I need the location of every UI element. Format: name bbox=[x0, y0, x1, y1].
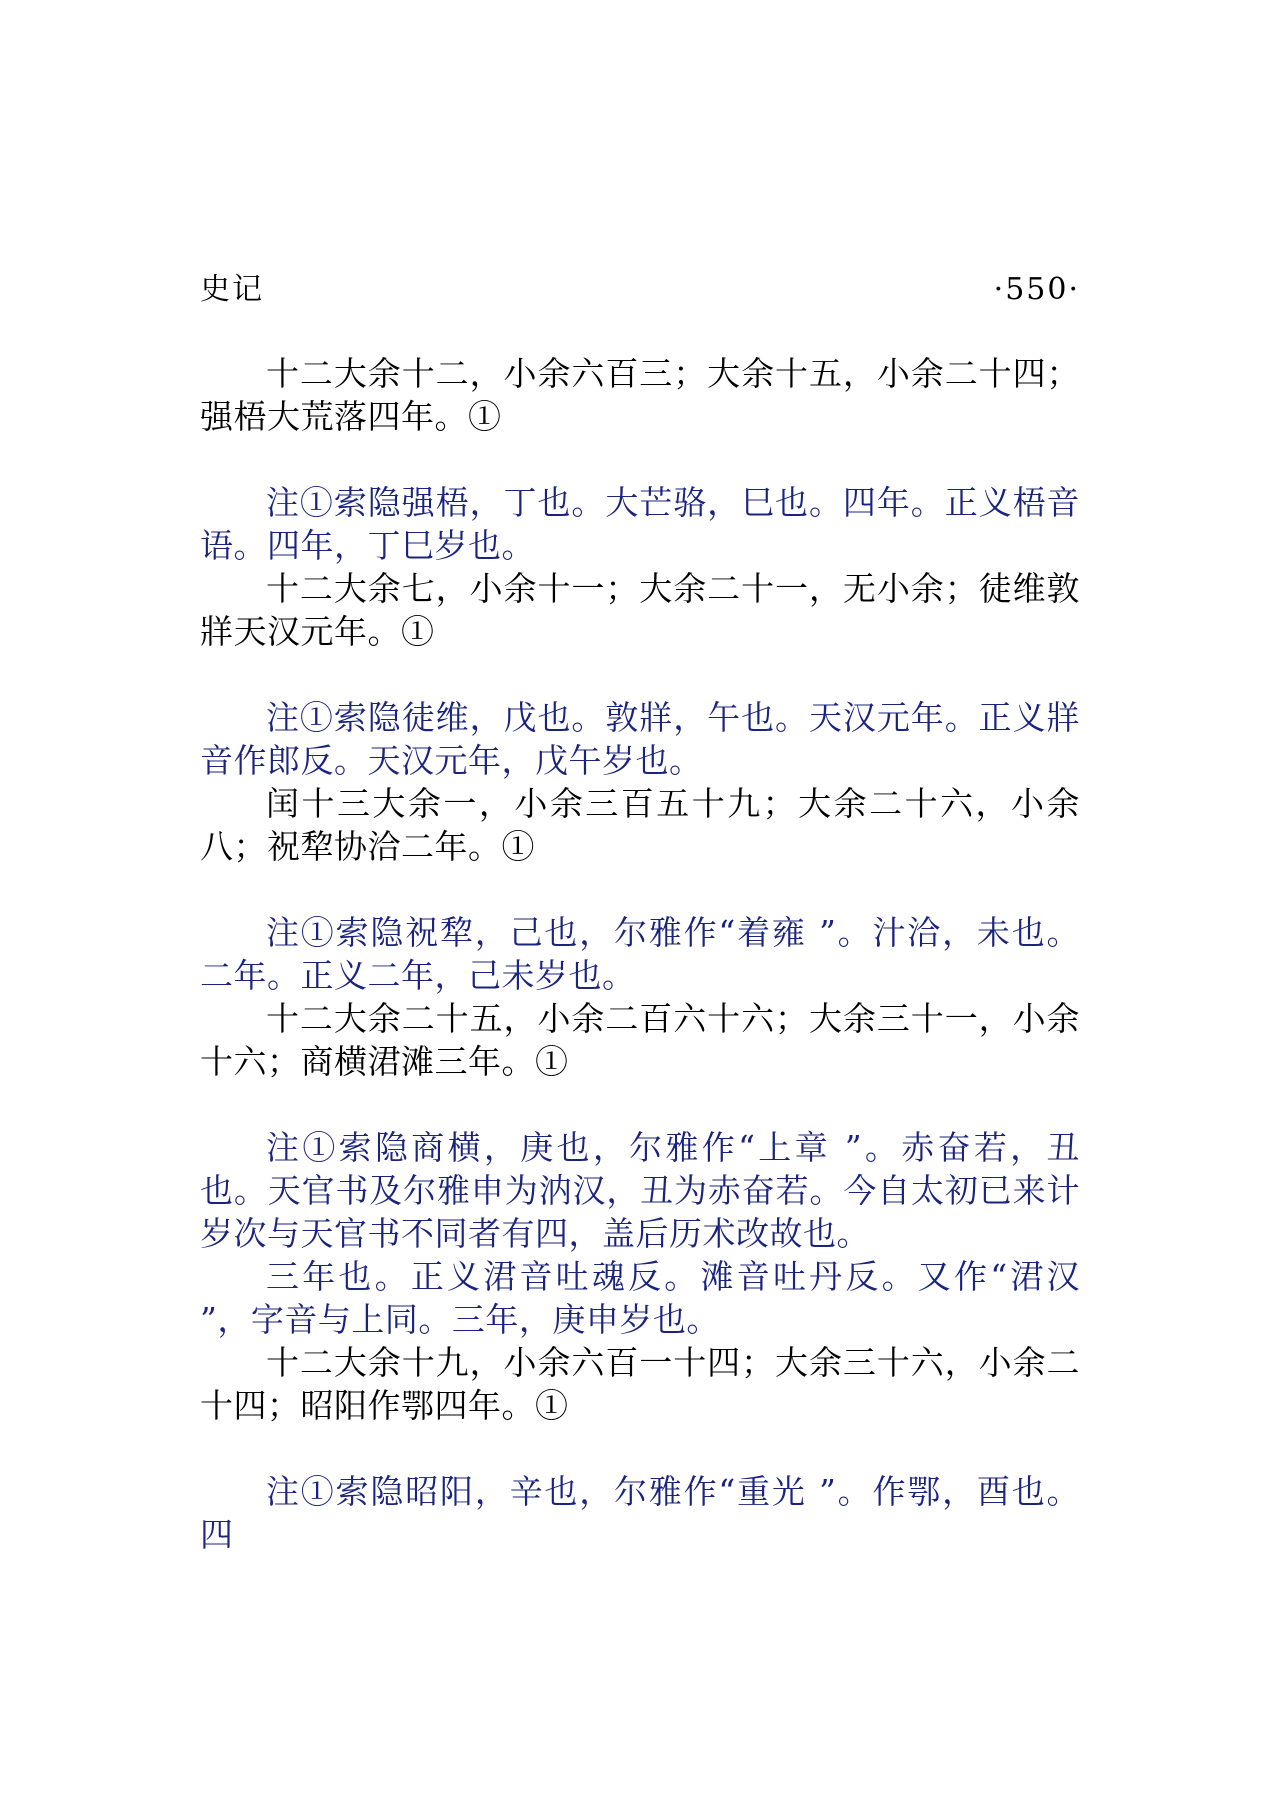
main-text-paragraph: 十二大余七，小余十一；大余二十一，无小余；徒维敦牂天汉元年。① bbox=[200, 569, 1080, 651]
annotation-paragraph: 注①索隐强梧，丁也。大芒骆，巳也。四年。正义梧音语。四年，丁巳岁也。 bbox=[200, 483, 1080, 565]
page-number: ·550· bbox=[993, 272, 1080, 307]
annotation-paragraph: 注①索隐商横，庚也，尔雅作“上章 ”。赤奋若，丑也。天官书及尔雅申为汭汉，丑为赤奋若。今自太初已来计岁次与天官书不同者有四，盖后历术改故也。 bbox=[200, 1128, 1080, 1253]
main-text-paragraph: 十二大余十二，小余六百三；大余十五，小余二十四；强梧大荒落四年。① bbox=[200, 354, 1080, 436]
page-header bbox=[200, 268, 1080, 312]
annotation-paragraph: 注①索隐徒维，戊也。敦牂，午也。天汉元年。正义牂音作郎反。天汉元年，戊午岁也。 bbox=[200, 698, 1080, 780]
annotation-paragraph: 注①索隐昭阳，辛也，尔雅作“重光 ”。作鄂，酉也。四 bbox=[200, 1472, 1080, 1554]
main-text-paragraph: 十二大余二十五，小余二百六十六；大余三十一，小余十六；商横涒滩三年。① bbox=[200, 999, 1080, 1081]
book-title: 史记 bbox=[200, 272, 264, 307]
main-text-paragraph: 闰十三大余一，小余三百五十九；大余二十六，小余八；祝犂协洽二年。① bbox=[200, 784, 1080, 866]
main-text-paragraph: 十二大余十九，小余六百一十四；大余三十六，小余二十四；昭阳作鄂四年。① bbox=[200, 1343, 1080, 1425]
annotation-paragraph: 三年也。正义涒音吐魂反。滩音吐丹反。又作“涒汉 ”，字音与上同。三年，庚申岁也。 bbox=[200, 1257, 1080, 1339]
body-text bbox=[200, 352, 1080, 1556]
document-page bbox=[200, 0, 1080, 1795]
annotation-paragraph: 注①索隐祝犂，己也，尔雅作“着雍 ”。汁洽，未也。二年。正义二年，己未岁也。 bbox=[200, 913, 1080, 995]
